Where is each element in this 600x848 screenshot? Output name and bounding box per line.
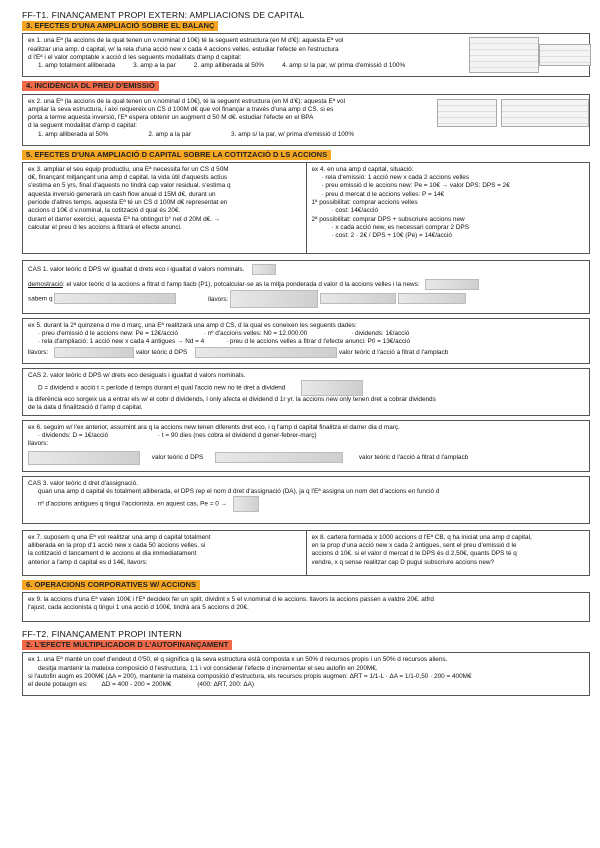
ex4-line-2: · rela d'emissió: 1 acció new x cada 2 accions velles [321,174,470,182]
ex3-line-8: calcular el preu d les accions a fitrarà el efecte anunci. [28,223,182,231]
ex5-line-4 [28,347,584,358]
cas2-line-4: de la data d finalització d l'amp d capital. [28,404,143,412]
ft2-title: FF-T2. FINANÇAMENT PROPI INTERN [22,629,182,640]
ex1-balance-table-2 [539,44,591,66]
ex7-ex8-row [22,528,590,580]
ex5-formula-dps [54,347,134,358]
ex1-option-1: 1. amp totalment alliberada [38,62,116,70]
cas1-formula-2 [425,279,479,290]
ex1-option-2: 3. amp a la par [133,62,176,70]
ex5-line-3 [28,338,584,346]
cas2-line-2 [28,380,584,396]
ex6-period: · t = 90 dies (nes cobra el dividend d gener-febrer-març) [157,432,317,440]
ex5-box [22,318,590,364]
section-6-header: 6. OPERACIONS CORPORATIVES W/ ACCIONS [22,580,200,590]
ex2-line-1: ex 2. una Eª (la accions de la qual tenen un v.nominal d 10€), té la seguent estructura (en M d'€): aquesta Eª vol [28,97,346,105]
ex6-line-3: llavors: [28,440,49,448]
ex9-box [22,592,590,622]
ex7-line-4: anterior a l'amp d capital es d 14€, llavors: [28,558,148,566]
ex4-line-4: · preu d mercat d le accions velles: P = 14€ [321,190,445,198]
ex10-line-1: ex 1. una Eª manté un coef d'endeut d 0'50, el q significa q la seva estructura està composta x un 50% d recursos propis i un 50% d recursos aliens. [28,656,448,664]
ex4-line-7: 2ª possibilitat: comprar DPS + subscriure accions new [311,215,465,223]
ex9-line-1: ex 9. la accions d'una Eª valen 100€ i l'Eª decideix fer un split, dividint x 5 el v.nominal d le accions. llavors la accions passen a valdre 20€. atfrd [28,596,434,604]
ex2-options [28,131,584,139]
ex2-option-1: 1. amp alliberada al 50% [38,130,109,138]
ex8-line-2: en la prop d'una acció new x cada 2 antigues, sent el preu d'emissió d le [311,542,517,550]
ex3-ex4-row [22,160,590,258]
section-5-header: 5. EFECTES D'UNA AMPLIACIÓ D CAPITAL SOBRE LA COTITZACIÓ D LS ACCIONS [22,150,331,160]
ex3-line-2: d€, finançant mitjançant una amp d capital. la vida útil d'aquests actius [28,174,228,182]
ex1-box [22,33,590,77]
ex6-line-4 [28,451,584,465]
ex5-price-label: valor teòric d l'acció a fitrat d l'amplacb [338,348,449,356]
ex3-line-6: accions d 10€ d v.nominal, la cotització d qual és 20€. [28,207,181,215]
ex10-line-3: si l'autofin augm es 200M€ (ΔA = 200), mantenir la mateixa composició d'estructura, els recursos propis augmen: ΔRT = 1/1-L · ΔA = 1/1-0,50 · 200 = 400M€ [28,673,472,681]
cas1-sabem-label: sabem q [28,295,53,303]
section-2-header: 2. L'EFECTE MULTIPLICADOR D L'AUTOFINANÇAMENT [22,640,232,650]
cas1-box [22,260,590,314]
ex4-line-9: · cost: 2 · 2€ / DPS + 10€ (Pe) = 14€/acció [331,232,452,240]
ex10-line-2: desitja mantenir la mateixa composició d l'estructura, 1:1 i vol considerar l'efecte d incrementar el seu autofin en 200M€. [38,664,378,672]
ft1-title: FF-T1. FINANÇAMENT PROPI EXTERN: AMPLIACIONS DE CAPITAL [22,10,305,20]
ex6-formula-dps [28,451,140,465]
ex1-line-2: realitzar una amp. d capital, w/ la rela d'una acció new x cada 4 accions velles. estudiar l'efecte en l'estructura [28,45,339,53]
ex7-line-1: ex 7. suposem q una Eª vol realitzar una amp d capital totalment [28,533,211,541]
ex6-dps-label: valor teòric d DPS [151,454,204,462]
cas1-formula-3 [54,293,176,304]
cas1-line-3 [28,290,584,308]
cas1-title: CAS 1. valor teòric d DPS w/ igualtat d drets eco i igualtat d valors nominals. [28,266,245,274]
ex4-line-8: · x cada acció new, es necessari comprar 2 DPS [331,223,469,231]
ex4-line-1: ex 4. en una amp d capital, situació: [311,165,414,173]
ex2-line-3: porta a terme aquesta inversió, l'Eª espera obtenir un augment d 50 M d€. estudiar l'efecte en el BPA [28,114,314,122]
ex2-line-2: ampliar la seva estructura, i així requereix un CS d 100M d€ que vol finançar a través d'una amp d CS. si es [28,105,334,113]
cas3-formula [233,496,259,512]
ex6-line-1: ex 6. seguim w/ l'ex anterior, assumint ara q la accions new tenen diferents dret eco, i q l'amp d capital finalitza el darrer dia d març. [28,423,400,431]
ex7-line-2: alliberada en la prop d'1 acció new x cada 50 accions velles. si [28,542,206,550]
ex2-structure-table [437,99,497,127]
cas2-box [22,368,590,416]
ex8-box [306,530,591,576]
cas1-demo-text: : el valor teòric d la accions a fitrat d l'amp llacb (P1), potcalcular-se as la mitja ponderada d valor d la accions velles i la news: [62,281,420,289]
cas1-formula-1 [252,264,276,275]
cas1-formula-6 [398,293,466,304]
ex1-balance-table [469,37,539,73]
cas1-demo-label: demostració [28,281,63,289]
ex5-old-shares: · nº d'accions velles: N0 = 12.000.00 [203,330,308,338]
ex2-structure-table-2 [501,99,589,127]
ex8-line-4: vendre, x q sense realitzar cap D pugui subscriure accions new? [311,558,495,566]
ex2-option-3: 3. amp s/ la par, w/ prima d'emissió d 100% [230,130,355,138]
ex3-box [22,162,307,254]
section-4-header: 4. INCIDÈNCIA DL PREU D'EMISSIÓ [22,81,159,91]
ex1-line-1: ex 1. una Eª (la accions de la qual tenen un v.nominal d 10€) té la seguent estructura (en M d'€): aquesta Eª vol [28,37,344,45]
ex9-line-2: l'ajust, cada accionista q tingui 1 una acció d 100€, tindrà ara 5 accions d 20€. [28,604,249,612]
ex5-old-price: · preu d le accions velles a fitrar d l'efecte anunci: P0 = 13€/acció [226,338,411,346]
ex10-line-4 [28,681,584,689]
page [22,10,590,700]
ex5-issue-price: · preu d'emissió d le accions new: Pe = 12€/acció [38,330,178,338]
cas1-formula-5 [320,293,396,304]
ex6-price-label: valor teòric d l'acció a fitrat d l'amplacb [358,454,469,462]
cas3-line-3 [28,496,584,512]
ex4-box [306,162,591,254]
ex10-box [22,652,590,696]
ex3-line-7: durant el darrer exercici, aquesta Eª ha obtingut b° net d 20M d€. → [28,215,221,223]
ex2-option-2: 2. amp a la par [148,130,191,138]
ex4-line-3: · preu emissió d le accions new: Pe = 10€ → valor DPS: DPS = 2€ [321,182,510,190]
ex4-line-5: 1ª possibilitat: comprar accions velles [311,199,418,207]
ex8-line-3: accions d 10€. si el valor d mercat d le DPS és d 2,50€, quants DPS té q [311,550,517,558]
ex5-ratio: · rela d'ampliació: 1 acció new x cada 4 antigues → Nd = 4 [38,338,205,346]
ex4-line-6: · cost: 14€/acció [331,207,379,215]
ex10-debt-label: el deute potaugm es: [28,681,88,689]
ex6-box [22,420,590,472]
ex1-line-3: d l'Eª i el valor comptable x acció d les seguents modalitats d'amp d capital: [28,53,242,61]
cas2-definitions: D = dividend x acció t = període d temps durant el qual l'acció new no té dret a dividend [38,384,286,392]
ex3-line-3: s'estima en 5 yrs, final d'aquests no tindrà cap valor residual. s'estima q [28,182,231,190]
ex7-line-3: la cotització d tancament d le accions el dia immediatament [28,550,197,558]
cas2-line-3: la diferència eco sorgeix ua a entrar els w/ el cobr d dividends, l only afecta el dividend d 1r yr. la accions new only tenen dret a cobrar dividends [28,396,436,404]
cas1-line-1 [28,264,584,275]
ex6-dividends: · dividends: D = 1€/acció [38,432,109,440]
ex5-line-1: ex 5. durant la 2ª quinzena d me d març, una Eª realitzarà una amp d CS, d la qual es coneixen les seguents dades: [28,321,357,329]
ex3-line-1: ex 3. ampliar el seu equip productiu, una Eª necessita fer un CS d 50M [28,165,229,173]
cas2-formula [301,380,363,396]
cas3-line-2: quan una amp d capital és totalment alliberada, el DPS rep el nom d dret d'assignació (DA), ja q l'Eª assigna un nom det d'accions en funció d [38,488,440,496]
ex7-box [22,530,307,576]
ex1-option-3: 2. amp alliberada al 50% [193,62,265,70]
ex3-line-4: aquesta inversió generarà un cash flow anual d 15M d€, durant un [28,190,216,198]
ex5-formula-price [195,347,337,358]
ex6-line-2 [28,432,584,440]
ex2-line-4: d la seguent modalitat d'amp d capital: [28,122,137,130]
ex5-dividends: · dividends: 1€/acció [351,330,410,338]
ex3-line-5: període d'altres temps. aquesta Eª té un CS d 100M d€ representat en [28,199,228,207]
ex6-formula-price [215,452,343,463]
ex2-box [22,94,590,146]
ex10-debt-note: (400: ΔRT, 200: ΔA) [197,681,254,689]
ex1-option-4: 4. amp s/ la par, w/ prima d'emissió d 100% [282,62,406,70]
ex5-line-2 [28,330,584,338]
section-3-header: 3. EFECTES D'UNA AMPLIACIÓ SOBRE EL BALANÇ [22,21,218,31]
cas1-line-2 [28,279,584,290]
ex10-debt-calc: ΔD = 400 - 200 = 200M€ [101,681,172,689]
cas3-box [22,476,590,524]
cas2-line-1: CAS 2. valor teòric d DPS w/ drets eco desiguals i igualtat d valors nominals. [28,371,246,379]
cas1-formula-4 [230,290,318,308]
ex5-dps-label: valor teòric d DPS [135,348,188,356]
cas1-llavors-label: llavors: [208,295,229,303]
cas3-text-3: nº d'accions antigues q tingui l'accionista. en aquest cas, Pe = 0 → [38,501,227,509]
ex8-line-1: ex 8. cartera formada x 1000 accions d l'Eª CB, q ha iniciat una amp d capital, [311,533,532,541]
cas3-line-1: CAS 3. valor teòric d dret d'assignació. [28,479,138,487]
ex5-llavors: llavors: [28,348,49,356]
